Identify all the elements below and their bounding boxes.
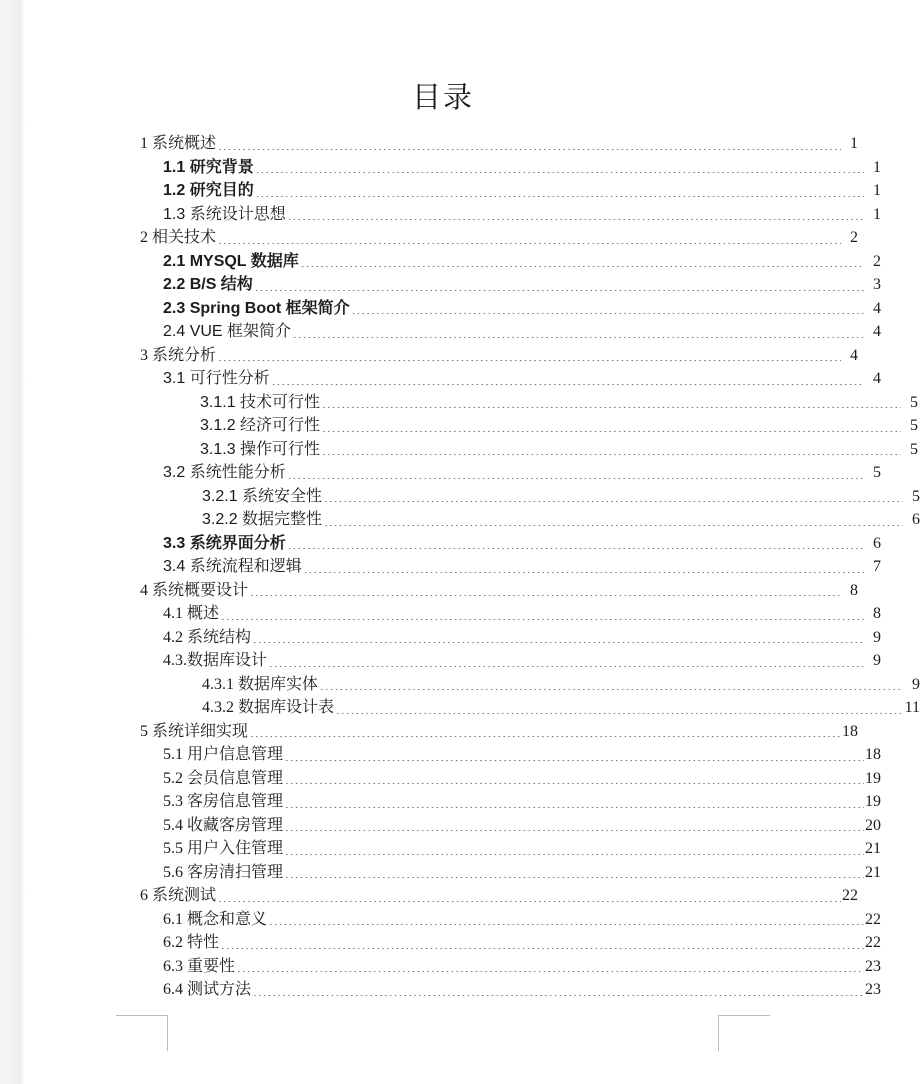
toc-entry[interactable] [140, 859, 881, 883]
toc-entry-page-number: 2 [850, 229, 858, 246]
toc-entry-label: 6.1 概念和意义 [163, 910, 268, 928]
toc-entry-label: 2.4 VUE 框架简介 [163, 323, 292, 340]
toc-dot-leader [293, 337, 864, 338]
toc-dot-leader [285, 854, 864, 855]
toc-entry-page-number: 23 [865, 957, 881, 975]
toc-entry-page-number: 4 [873, 323, 881, 340]
toc-entry-label: 4.2 系统结构 [163, 628, 252, 646]
toc-entry-label: 3.1.3 操作可行性 [200, 440, 321, 458]
toc-entry-page-number: 9 [912, 675, 920, 693]
toc-dot-leader [221, 619, 864, 620]
toc-entry-label: 4.3.1 数据库实体 [202, 675, 319, 693]
toc-entry[interactable] [140, 976, 881, 1000]
toc-entry-page-number: 7 [873, 558, 881, 575]
toc-entry-label: 5.6 客房清扫管理 [163, 863, 284, 881]
toc-entry[interactable] [140, 624, 881, 648]
toc-dot-leader [256, 172, 864, 173]
toc-dot-leader [288, 548, 864, 549]
toc-dot-leader [285, 830, 864, 831]
toc-entry-label: 3.2.2 数据完整性 [202, 511, 323, 528]
toc-entry-page-number: 22 [865, 910, 881, 928]
toc-entry-page-number: 18 [865, 746, 881, 763]
toc-entry[interactable] [140, 788, 881, 812]
toc-dot-leader [218, 360, 841, 361]
toc-dot-leader [320, 689, 903, 690]
toc-dot-leader [324, 525, 903, 526]
crop-mark-vertical-rule [167, 1015, 168, 1051]
toc-entry-page-number: 22 [842, 887, 858, 904]
toc-entry[interactable] [140, 506, 920, 530]
toc-entry[interactable] [140, 553, 881, 577]
toc-entry[interactable] [140, 671, 920, 695]
toc-entry-page-number: 20 [865, 816, 881, 834]
toc-entry-label: 1.2 研究目的 [163, 182, 254, 199]
toc-entry-label: 3.2 系统性能分析 [163, 464, 286, 481]
toc-entry-page-number: 18 [842, 722, 858, 740]
toc-entry[interactable] [140, 271, 881, 295]
toc-entry[interactable] [140, 647, 881, 671]
toc-dot-leader [256, 196, 864, 197]
toc-dot-leader [285, 807, 864, 808]
toc-entry-label: 1 系统概述 [140, 135, 217, 152]
toc-entry[interactable] [140, 177, 881, 201]
toc-entry-page-number: 6 [912, 511, 920, 528]
toc-entry-page-number: 8 [850, 581, 858, 599]
toc-entry[interactable] [140, 154, 881, 178]
toc-dot-leader [322, 407, 901, 408]
toc-entry[interactable] [140, 318, 881, 342]
toc-dot-leader [237, 971, 864, 972]
toc-entry-label: 5 系统详细实现 [140, 722, 249, 740]
toc-entry[interactable] [140, 342, 858, 366]
toc-entry[interactable] [140, 882, 858, 906]
toc-entry-page-number: 11 [904, 699, 920, 716]
toc-entry-page-number: 1 [873, 158, 881, 176]
toc-entry-label: 1.1 研究背景 [163, 158, 254, 176]
toc-entry[interactable] [140, 835, 881, 859]
toc-entry-page-number: 1 [850, 135, 858, 152]
toc-entry[interactable] [140, 483, 920, 507]
toc-entry-label: 4.3.数据库设计 [163, 652, 268, 669]
toc-entry-label: 3.1 可行性分析 [163, 370, 270, 387]
toc-entry-label: 2.2 B/S 结构 [163, 276, 253, 293]
toc-entry[interactable] [140, 694, 920, 718]
table-of-contents [140, 130, 920, 1000]
toc-entry-label: 5.1 用户信息管理 [163, 746, 284, 763]
toc-entry-page-number: 9 [873, 652, 881, 669]
toc-dot-leader [285, 783, 864, 784]
toc-entry-page-number: 23 [865, 981, 881, 998]
toc-entry-page-number: 1 [873, 182, 881, 199]
toc-entry[interactable] [140, 201, 881, 225]
toc-entry-page-number: 9 [873, 628, 881, 646]
toc-entry-page-number: 22 [865, 934, 881, 951]
toc-entry[interactable] [140, 953, 881, 977]
toc-entry-page-number: 1 [873, 205, 881, 223]
toc-entry-label: 5.4 收藏客房管理 [163, 816, 284, 834]
toc-entry-page-number: 19 [865, 769, 881, 787]
toc-dot-leader [218, 901, 841, 902]
toc-entry[interactable] [140, 436, 918, 460]
toc-entry-page-number: 5 [873, 464, 881, 481]
toc-dot-leader [250, 736, 841, 737]
toc-entry[interactable] [140, 600, 881, 624]
toc-entry-page-number: 2 [873, 252, 881, 270]
toc-entry-label: 6.3 重要性 [163, 957, 236, 975]
toc-entry-page-number: 5 [910, 417, 918, 434]
toc-dot-leader [336, 713, 903, 714]
toc-entry-page-number: 21 [865, 840, 881, 857]
toc-entry[interactable] [140, 718, 858, 742]
toc-dot-leader [272, 384, 864, 385]
toc-entry[interactable] [140, 412, 918, 436]
toc-entry[interactable] [140, 530, 881, 554]
toc-entry-label: 3.1.2 经济可行性 [200, 417, 321, 434]
toc-entry-label: 5.3 客房信息管理 [163, 793, 284, 810]
toc-entry-page-number: 4 [850, 346, 858, 364]
toc-entry-page-number: 3 [873, 276, 881, 293]
toc-entry-label: 6.2 特性 [163, 934, 220, 951]
toc-dot-leader [253, 642, 864, 643]
toc-entry-label: 2.3 Spring Boot 框架简介 [163, 299, 350, 317]
toc-entry-label: 3.2.1 系统安全性 [202, 487, 323, 505]
toc-dot-leader [250, 595, 841, 596]
toc-entry-label: 2 相关技术 [140, 229, 217, 246]
toc-entry[interactable] [140, 741, 881, 765]
crop-mark-bottom-right [718, 1015, 770, 1051]
toc-dot-leader [218, 243, 841, 244]
toc-entry-page-number: 5 [910, 393, 918, 411]
toc-entry-label: 5.5 用户入住管理 [163, 840, 284, 857]
crop-mark-vertical-rule [718, 1015, 719, 1051]
toc-entry[interactable] [140, 389, 918, 413]
crop-mark-horizontal-rule [718, 1015, 770, 1016]
toc-dot-leader [285, 877, 864, 878]
toc-entry[interactable] [140, 295, 881, 319]
toc-entry-page-number: 21 [865, 863, 881, 881]
page-title: 目录 [411, 82, 474, 114]
toc-entry[interactable] [140, 130, 858, 154]
toc-dot-leader [301, 266, 864, 267]
toc-entry-label: 2.1 MYSQL 数据库 [163, 252, 299, 270]
toc-dot-leader [288, 219, 864, 220]
toc-entry-page-number: 5 [912, 487, 920, 505]
toc-dot-leader [285, 760, 864, 761]
toc-dot-leader [304, 572, 864, 573]
toc-entry[interactable] [140, 577, 858, 601]
toc-dot-leader [352, 313, 864, 314]
toc-dot-leader [269, 666, 864, 667]
toc-entry-label: 1.3 系统设计思想 [163, 205, 286, 223]
toc-entry[interactable] [140, 765, 881, 789]
toc-dot-leader [322, 454, 901, 455]
toc-entry[interactable] [140, 224, 858, 248]
toc-entry[interactable] [140, 906, 881, 930]
toc-entry-page-number: 8 [873, 605, 881, 622]
toc-dot-leader [218, 149, 841, 150]
toc-entry[interactable] [140, 248, 881, 272]
toc-entry[interactable] [140, 365, 881, 389]
toc-entry-label: 4.1 概述 [163, 605, 220, 622]
toc-entry-label: 3 系统分析 [140, 346, 217, 364]
toc-dot-leader [322, 431, 901, 432]
toc-dot-leader [288, 478, 864, 479]
toc-entry-page-number: 19 [865, 793, 881, 810]
toc-entry-label: 3.1.1 技术可行性 [200, 393, 321, 411]
crop-mark-bottom-left [116, 1015, 168, 1051]
toc-entry-label: 3.3 系统界面分析 [163, 534, 286, 552]
crop-mark-horizontal-rule [116, 1015, 168, 1016]
toc-entry-page-number: 4 [873, 370, 881, 387]
toc-entry-label: 4.3.2 数据库设计表 [202, 699, 335, 716]
toc-entry-page-number: 6 [873, 534, 881, 552]
toc-entry-page-number: 4 [873, 299, 881, 317]
toc-dot-leader [324, 501, 903, 502]
toc-entry-label: 6.4 测试方法 [163, 981, 252, 998]
toc-entry-page-number: 5 [910, 440, 918, 458]
toc-entry-label: 3.4 系统流程和逻辑 [163, 558, 302, 575]
toc-entry-label: 5.2 会员信息管理 [163, 769, 284, 787]
toc-dot-leader [255, 290, 864, 291]
toc-entry[interactable] [140, 812, 881, 836]
toc-dot-leader [269, 924, 864, 925]
toc-entry-label: 4 系统概要设计 [140, 581, 249, 599]
toc-entry[interactable] [140, 929, 881, 953]
toc-entry[interactable] [140, 459, 881, 483]
toc-dot-leader [253, 995, 864, 996]
toc-entry-label: 6 系统测试 [140, 887, 217, 904]
toc-dot-leader [221, 948, 864, 949]
